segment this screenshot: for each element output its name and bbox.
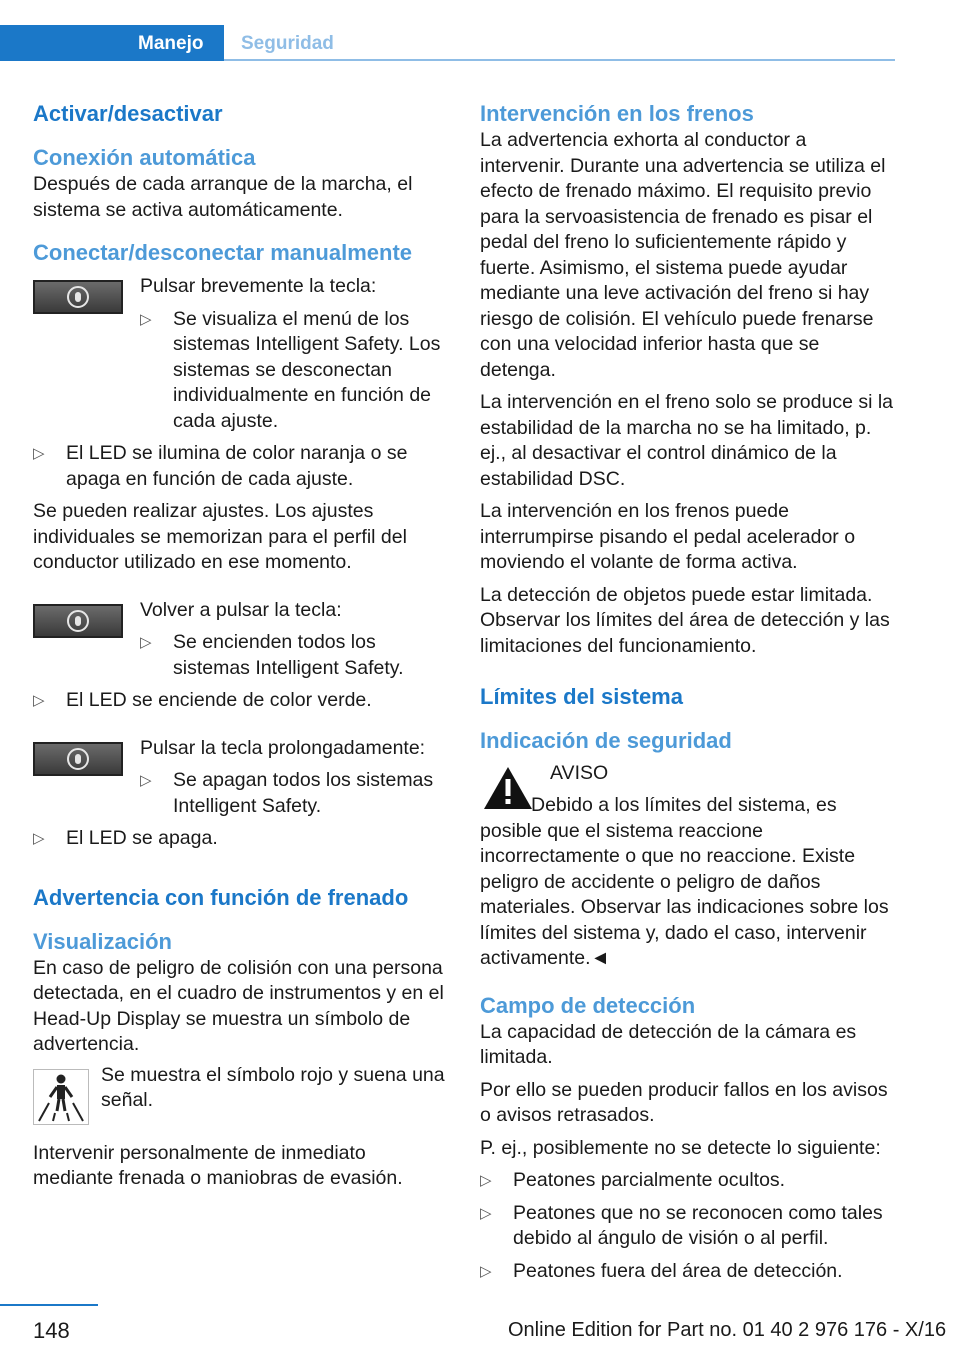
paragraph-brakes-3: La intervención en los frenos puede interrumpirse pisando el pedal acelerador o moviendo el volante de forma activa. xyxy=(480,500,856,573)
paragraph-field-3: P. ej., posiblemente no se detecte lo siguiente: xyxy=(480,1136,881,1159)
pedestrian-block xyxy=(33,1065,448,1125)
heading-auto-connect: Conexión automática xyxy=(33,145,256,170)
intelligent-safety-key-icon xyxy=(33,280,123,314)
list-item: ▷ El LED se ilumina de color naranja o se apaga en función de cada ajuste. xyxy=(33,441,448,492)
pedestrian-text: Se muestra el símbolo rojo y suena una señal. xyxy=(101,1063,445,1111)
tab-seguridad[interactable]: Seguridad xyxy=(241,33,334,54)
warning-title: AVISO xyxy=(550,762,609,784)
pedestrian-warning-icon xyxy=(33,1069,89,1125)
list-item: ▷ Peatones fuera del área de detección. xyxy=(480,1259,895,1285)
list-item: ▷ El LED se apaga. xyxy=(33,826,448,852)
left-column xyxy=(33,100,448,1192)
page-number: 148 xyxy=(33,1318,70,1343)
key-again-intro: Volver a pulsar la tecla: xyxy=(140,598,342,621)
heading-brake-intervention: Intervención en los frenos xyxy=(480,101,754,126)
warning-text: Debido a los límites del sistema, es posible que el sistema reaccione incorrectamente o que no reaccione. Existe peligro de accidente o peligro de daños materiales. Observar las indicaciones sobre los límites del sistema y, dado el caso, intervenir activamente.◄ xyxy=(480,794,889,969)
list-item: ▷ Se visualiza el menú de los sistemas Intelligent Safety. Los sistemas se desconectan individualmente en función de cada ajuste. xyxy=(140,307,448,435)
bullet-triangle-icon: ▷ xyxy=(480,1172,492,1189)
paragraph-field-2: Por ello se pueden producir fallos en los avisos o avisos retrasados. xyxy=(480,1078,888,1126)
paragraph-brakes-2: La intervención en el freno solo se produce si la estabilidad de la marcha no se ha limitado, p. ej., al desactivar el control dinámico de la estabilidad DSC. xyxy=(480,391,894,490)
heading-detection-field: Campo de detección xyxy=(480,992,696,1018)
key-long-intro: Pulsar la tecla prolongadamente: xyxy=(140,736,426,759)
key-block-again xyxy=(33,598,448,682)
bullet-triangle-icon: ▷ xyxy=(33,830,45,847)
paragraph-brakes-4: La detección de objetos puede estar limitada. Observar los límites del área de detección y las limitaciones del funcionamiento. xyxy=(480,583,890,657)
key-block-long xyxy=(33,736,448,820)
bullet-triangle-icon: ▷ xyxy=(480,1204,492,1222)
right-column xyxy=(480,100,895,1284)
paragraph-display: En caso de peligro de colisión con una persona detectada, en el cuadro de instrumentos y en el Head-Up Display se muestra un símbolo de advertencia. xyxy=(33,956,444,1055)
list-item: ▷ Se encienden todos los sistemas Intelligent Safety. xyxy=(140,630,448,681)
edition-note: Online Edition for Part no. 01 40 2 976 176 - X/16 xyxy=(508,1319,947,1341)
paragraph-brakes-1: La advertencia exhorta al conductor a intervenir. Durante una advertencia se utiliza el efecto de frenado máximo. El requisito previo para la servoasistencia de frenado es pisar el pedal del freno lo suficientemente rápido y fuerte. Asimismo, el sistema puede ayudar mediante una leve activación del freno si hay riesgo de colisión. El vehículo puede frenarse con una velocidad inferior hasta que se detenga. xyxy=(480,129,886,381)
footer-rule xyxy=(0,1304,98,1306)
bullet-triangle-icon: ▷ xyxy=(140,310,152,328)
key-short-intro: Pulsar brevemente la tecla: xyxy=(140,275,377,297)
list-item: ▷ Peatones parcialmente ocultos. xyxy=(480,1168,895,1194)
header-rule xyxy=(224,59,895,61)
bullet-triangle-icon: ▷ xyxy=(33,692,45,709)
bullet-triangle-icon: ▷ xyxy=(33,445,45,462)
heading-manual-connect: Conectar/desconectar manualmente xyxy=(33,240,413,265)
paragraph-intervene: Intervenir personalmente de inmediato mediante frenada o maniobras de evasión. xyxy=(33,1141,403,1189)
heading-activate: Activar/desactivar xyxy=(33,101,223,126)
heading-safety-note: Indicación de seguridad xyxy=(480,728,732,753)
paragraph-settings: Se pueden realizar ajustes. Los ajustes individuales se memorizan para el perfil del conductor utilizado en ese momento. xyxy=(33,500,407,573)
intelligent-safety-key-icon xyxy=(33,604,123,638)
paragraph-auto: Después de cada arranque de la marcha, el sistema se activa automáticamente. xyxy=(33,173,413,221)
list-item: ▷ Se apagan todos los sistemas Intelligent Safety. xyxy=(140,768,448,819)
heading-warning-braking: Advertencia con función de frenado xyxy=(33,884,409,910)
paragraph-field-1: La capacidad de detección de la cámara es limitada. xyxy=(480,1020,857,1068)
bullet-triangle-icon: ▷ xyxy=(140,772,152,789)
page-header xyxy=(0,25,895,61)
warning-triangle-icon xyxy=(480,761,536,817)
tab-manejo[interactable]: Manejo xyxy=(138,33,204,54)
bullet-triangle-icon: ▷ xyxy=(140,634,152,651)
bullet-triangle-icon: ▷ xyxy=(480,1262,492,1280)
key-block-short xyxy=(33,274,448,434)
heading-display: Visualización xyxy=(33,928,172,954)
heading-system-limits: Límites del sistema xyxy=(480,684,683,709)
intelligent-safety-key-icon xyxy=(33,742,123,776)
list-item: ▷ El LED se enciende de color verde. xyxy=(33,688,448,714)
list-item: ▷ Peatones que no se reconocen como tales debido al ángulo de visión o al perfil. xyxy=(480,1201,895,1252)
